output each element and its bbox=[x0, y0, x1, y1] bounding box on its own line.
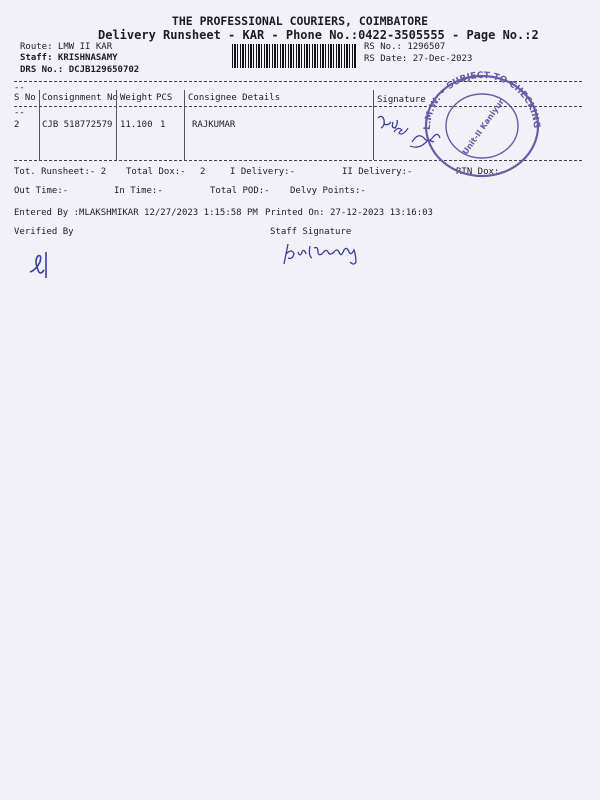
out-time: Out Time:- bbox=[14, 186, 69, 196]
runsheet-title: Delivery Runsheet - KAR - Phone No.:0422-3505555 - Page No.:2 bbox=[98, 28, 539, 42]
col-pcs: PCS bbox=[156, 93, 173, 103]
row-weight: 11.100 bbox=[120, 120, 153, 130]
col-weight: Weight bbox=[120, 93, 153, 103]
verifier-initials bbox=[26, 244, 62, 280]
rtn-dox: RTN Dox:- bbox=[456, 167, 505, 177]
row-pcs: 1 bbox=[160, 120, 166, 130]
col-consignment: Consignment No bbox=[42, 93, 118, 103]
in-time: In Time:- bbox=[114, 186, 163, 196]
route-info: Route: LMW II KAR bbox=[20, 42, 113, 52]
total-dox-label: Total Dox:- bbox=[126, 167, 186, 177]
staff-signature-label: Staff Signature bbox=[270, 227, 352, 237]
rs-date: RS Date: 27-Dec-2023 bbox=[364, 54, 473, 64]
delvy-points: Delvy Points:- bbox=[290, 186, 366, 196]
col-consignee: Consignee Details bbox=[188, 93, 281, 103]
col-signature: Signature bbox=[377, 95, 426, 105]
stamp-inner-text: Unit-II Kaniyur bbox=[460, 97, 506, 157]
tot-runsheet: Tot. Runsheet:- 2 bbox=[14, 167, 107, 177]
rs-number: RS No.: 1296507 bbox=[364, 42, 446, 52]
row-consignment: CJB 518772579 bbox=[42, 120, 113, 130]
entered-by: Entered By :MLAKSHMIKAR 12/27/2023 1:15:58 PM bbox=[14, 208, 258, 218]
staff-info: Staff: KRISHNASAMY bbox=[20, 53, 118, 63]
printed-on: Printed On: 27-12-2023 13:16:03 bbox=[265, 208, 433, 218]
row-sno: 2 bbox=[14, 120, 20, 130]
col-sno: S No bbox=[14, 93, 36, 103]
staff-signature bbox=[280, 236, 390, 272]
barcode bbox=[232, 44, 357, 68]
total-pod: Total POD:- bbox=[210, 186, 270, 196]
i-delivery: I Delivery:- bbox=[230, 167, 296, 177]
checking-stamp bbox=[418, 70, 546, 182]
company-name: THE PROFESSIONAL COURIERS, COIMBATORE bbox=[171, 14, 429, 28]
total-dox-value: 2 bbox=[200, 167, 206, 177]
ii-delivery: II Delivery:- bbox=[342, 167, 413, 177]
verified-by: Verified By bbox=[14, 227, 74, 237]
stamp-outer-text: L.M.W. • SUBJECT TO CHECKING bbox=[422, 70, 542, 131]
row-consignee: RAJKUMAR bbox=[192, 120, 236, 130]
drs-number: DRS No.: DCJB129650702 bbox=[20, 65, 140, 75]
